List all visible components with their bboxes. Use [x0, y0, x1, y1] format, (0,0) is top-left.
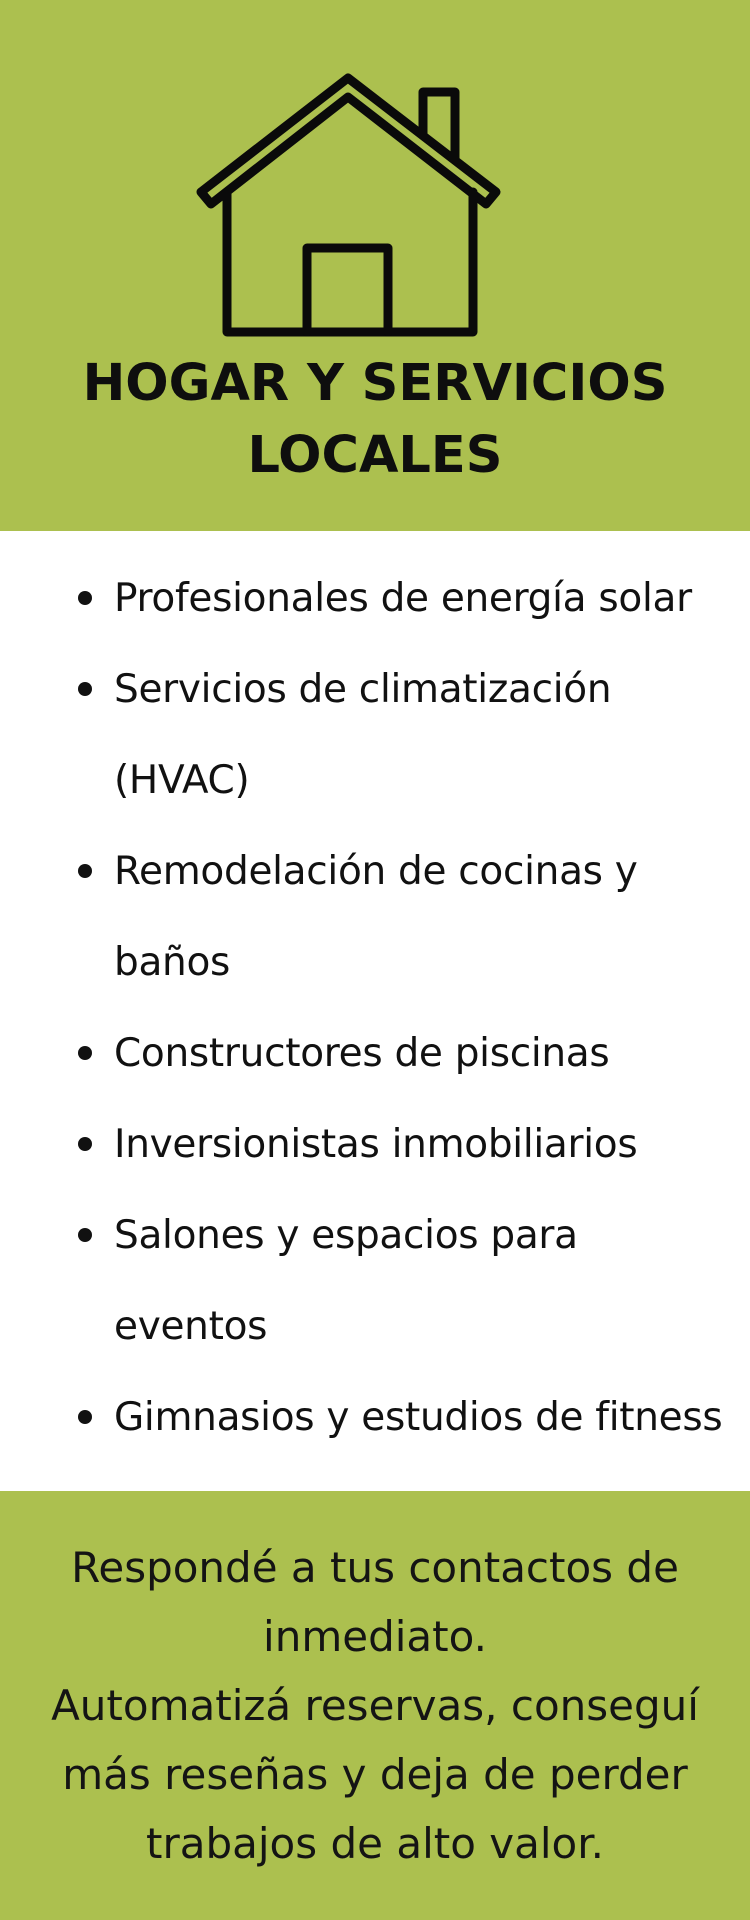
list-item-text-continued: eventos	[114, 1304, 268, 1349]
list-item-text-continued: baños	[114, 940, 231, 985]
footer-message	[0, 1533, 750, 1878]
list-item-text: Inversionistas inmobiliarios	[114, 1122, 638, 1167]
services-list	[0, 531, 750, 1491]
bullet-icon	[78, 1137, 92, 1151]
footer-line: trabajos de alto valor.	[146, 1819, 604, 1868]
list-item-text: Gimnasios y estudios de fitness	[114, 1395, 723, 1440]
footer-line: Respondé a tus contactos de	[71, 1543, 679, 1592]
list-item	[0, 644, 750, 826]
footer-line: Automatizá reservas, conseguí	[51, 1681, 699, 1730]
house-icon	[195, 70, 505, 340]
list-item	[0, 1099, 750, 1190]
bullet-icon	[78, 1410, 92, 1424]
list-item-text: Constructores de piscinas	[114, 1031, 610, 1076]
list-item	[0, 1190, 750, 1372]
footer-banner	[0, 1491, 750, 1920]
list-item	[0, 1008, 750, 1099]
bullet-icon	[78, 682, 92, 696]
title-line-1: HOGAR Y SERVICIOS	[82, 354, 668, 413]
list-item	[0, 1372, 750, 1463]
list-item-text: Salones y espacios para	[114, 1213, 578, 1258]
bullet-icon	[78, 864, 92, 878]
list-item-text: Servicios de climatización	[114, 667, 612, 712]
bullet-icon	[78, 591, 92, 605]
bullet-icon	[78, 1228, 92, 1242]
page-title	[0, 348, 750, 492]
header-banner	[0, 0, 750, 531]
footer-line: más reseñas y deja de perder	[62, 1750, 688, 1799]
footer-line: inmediato.	[263, 1612, 487, 1661]
list-item-text: Remodelación de cocinas y	[114, 849, 638, 894]
list-item	[0, 826, 750, 1008]
list-item-text: Profesionales de energía solar	[114, 576, 692, 621]
list-item	[0, 553, 750, 644]
list-item-text-continued: (HVAC)	[114, 758, 250, 803]
bullet-icon	[78, 1046, 92, 1060]
title-line-2: LOCALES	[247, 426, 503, 485]
